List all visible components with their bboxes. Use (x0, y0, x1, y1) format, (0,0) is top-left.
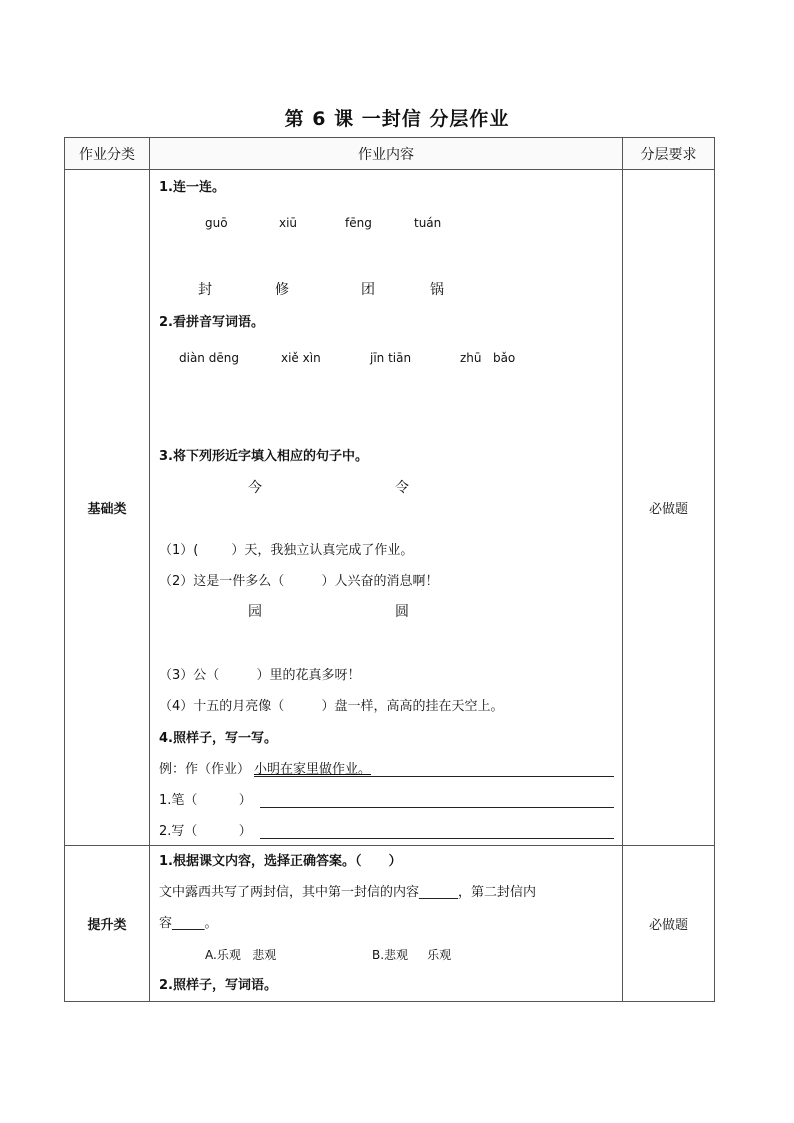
similar-char: 今 (248, 480, 262, 496)
advanced-q1-text: 文中露西共写了两封信，其中第一封信的内容______，第二封信内 (159, 885, 537, 900)
answer-item-1: 1.笔（ ） (159, 793, 252, 808)
sentence-4: （4）十五的月亮像（ ）盘一样，高高的挂在天空上。 (159, 699, 504, 714)
basic-q2-title: 2.看拼音写词语。 (159, 315, 264, 330)
similar-char: 园 (248, 604, 262, 620)
pinyin-word: jīn tiān (370, 351, 412, 365)
pinyin-item: fēng (345, 216, 372, 230)
table-header-row (65, 138, 715, 170)
pinyin-word: diàn dēng (179, 351, 239, 365)
option-a: A.乐观 悲观 (205, 948, 277, 962)
sentence-2: （2）这是一件多么（ ）人兴奋的消息啊！ (159, 574, 439, 589)
basic-requirement: 必做题 (623, 170, 715, 846)
advanced-row (65, 846, 715, 1002)
advanced-q1-title: 1.根据课文内容，选择正确答案。（ ） (159, 854, 402, 869)
example-prefix: 例：作（作业） (159, 762, 251, 777)
homework-table (64, 137, 715, 1002)
pinyin-item: guō (205, 216, 228, 230)
page-title: 第 6 课 一封信 分层作业 (284, 108, 510, 130)
answer-item-2: 2.写（ ） (159, 824, 252, 839)
similar-char: 圆 (395, 604, 409, 620)
basic-q1-title: 1.连一连。 (159, 180, 225, 195)
example-underline (254, 776, 614, 777)
advanced-q1-text-cont: 容_____。 (159, 916, 218, 931)
sentence-1: （1）( ）天，我独立认真完成了作业。 (159, 543, 414, 558)
example-answer: 小明在家里做作业。 (254, 762, 372, 777)
character-item: 锅 (430, 282, 444, 298)
basic-q3-title: 3.将下列形近字填入相应的句子中。 (159, 449, 368, 464)
header-category: 作业分类 (65, 138, 150, 170)
basic-row (65, 170, 715, 846)
basic-content (150, 170, 623, 846)
answer-line-1 (260, 807, 614, 808)
advanced-requirement: 必做题 (623, 846, 715, 1002)
basic-category: 基础类 (65, 170, 150, 846)
pinyin-item: xiū (279, 216, 298, 230)
sentence-3: （3）公（ ）里的花真多呀！ (159, 668, 361, 683)
similar-char: 令 (395, 480, 409, 496)
header-requirement: 分层要求 (623, 138, 715, 170)
advanced-category: 提升类 (65, 846, 150, 1002)
advanced-q2-title: 2.照样子，写词语。 (159, 978, 277, 993)
character-item: 修 (275, 282, 289, 298)
basic-q4-title: 4.照样子，写一写。 (159, 731, 277, 746)
character-item: 团 (361, 282, 375, 298)
answer-line-2 (260, 838, 614, 839)
pinyin-item: tuán (414, 216, 442, 230)
option-b: B.悲观 乐观 (372, 948, 452, 962)
pinyin-word: zhū bǎo (460, 351, 516, 365)
pinyin-word: xiě xìn (281, 351, 321, 365)
character-item: 封 (198, 282, 212, 298)
header-content: 作业内容 (150, 138, 623, 170)
advanced-content (150, 846, 623, 1002)
